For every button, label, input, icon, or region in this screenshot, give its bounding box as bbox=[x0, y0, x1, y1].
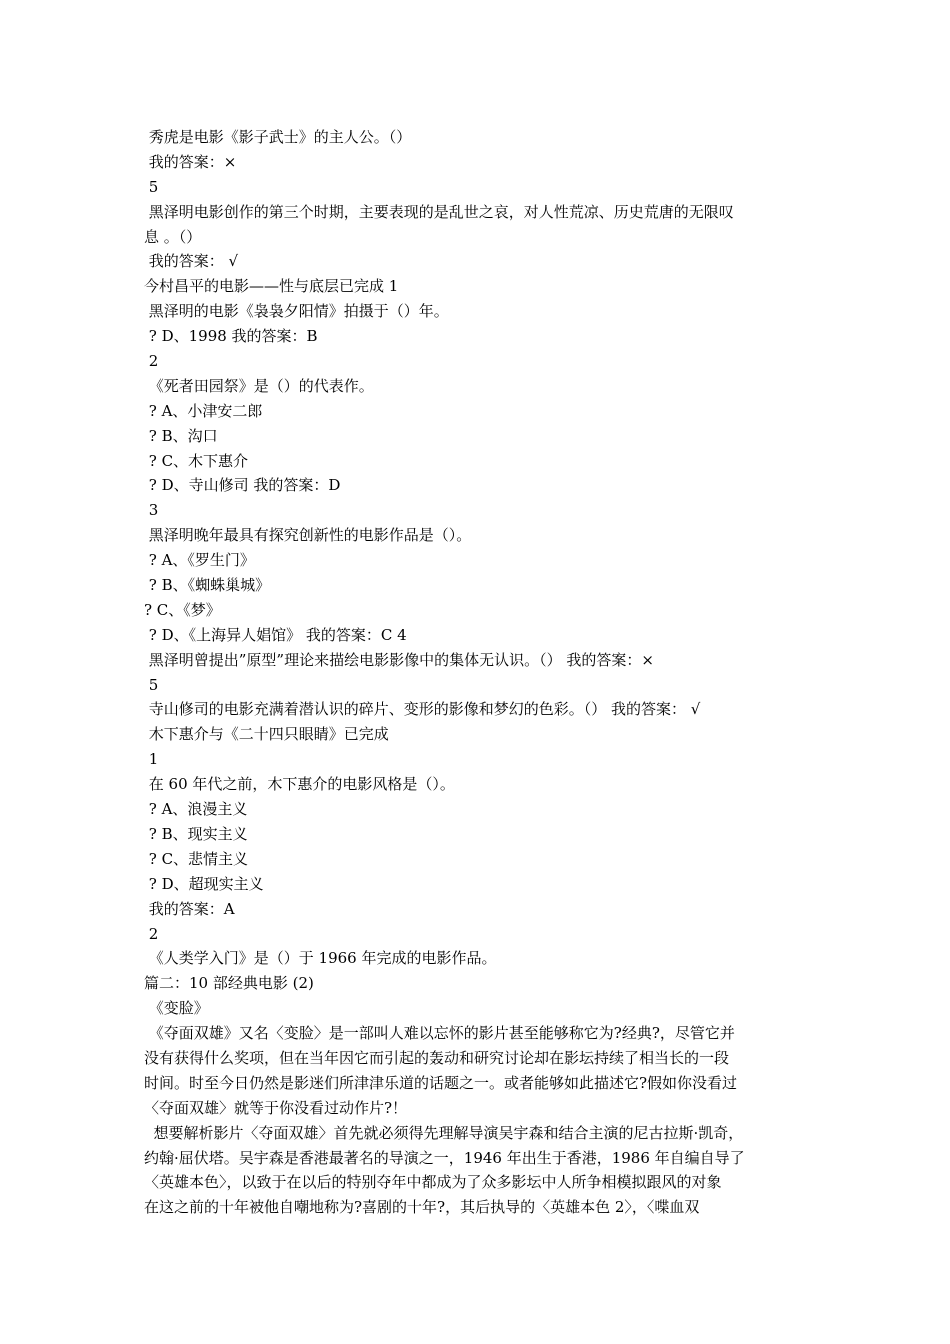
section-heading: 篇二：10 部经典电影 (2) bbox=[144, 974, 314, 993]
paragraph-line: 〈夺面双雄〉就等于你没看过动作片?！ bbox=[144, 1098, 408, 1117]
text-line: ? B、现实主义 bbox=[144, 824, 248, 843]
text-line: ? B、沟口 bbox=[144, 426, 218, 445]
text-line: 在 60 年代之前，木下惠介的电影风格是（）。 bbox=[144, 775, 455, 794]
paragraph-line: 时间。时至今日仍然是影迷们所津津乐道的话题之一。或者能够如此描述它?假如你没看过 bbox=[144, 1073, 738, 1092]
paragraph-line: 〈英雄本色〉，以致于在以后的特别夺年中都成为了众多影坛中人所争相模拟跟风的对象 bbox=[144, 1173, 722, 1192]
text-line: 秀虎是电影《影子武士》的主人公。（） bbox=[144, 128, 412, 146]
text-line: 《死者田园祭》是（）的代表作。 bbox=[144, 376, 374, 395]
text-line: ? D、寺山修司 我的答案：D bbox=[144, 476, 341, 495]
paragraph-line: 约翰·屈伏塔。吴宇森是香港最著名的导演之一，1946 年出生于香港，1986 年自编自导了 bbox=[144, 1148, 745, 1167]
text-line: ? A、小津安二郎 bbox=[144, 401, 263, 420]
text-line: ? C、《梦》 bbox=[144, 600, 221, 619]
text-line: ? D、1998 我的答案：B bbox=[144, 327, 318, 346]
text-line: 2 bbox=[144, 924, 159, 943]
text-line: 我的答案：A bbox=[144, 899, 235, 918]
text-line: ? C、木下惠介 bbox=[144, 451, 249, 470]
paragraph-line: 在这之前的十年被他自嘲地称为?喜剧的十年?，其后执导的〈英雄本色 2〉，〈喋血双 bbox=[144, 1198, 700, 1217]
section-heading: 今村昌平的电影——性与底层已完成 1 bbox=[144, 277, 399, 296]
text-line: 寺山修司的电影充满着潜认识的碎片、变形的影像和梦幻的色彩。（） 我的答案： √ bbox=[144, 700, 701, 719]
text-line: 息 。（） bbox=[144, 227, 202, 246]
paragraph-line: 《夺面双雄》又名〈变脸〉是一部叫人难以忘怀的影片甚至能够称它为?经典?，尽管它并 bbox=[144, 1024, 735, 1043]
text-line: 2 bbox=[144, 352, 159, 371]
text-line: 黑泽明电影创作的第三个时期，主要表现的是乱世之哀，对人性荒凉、历史荒唐的无限叹 bbox=[144, 202, 734, 221]
text-line: 黑泽明的电影《袅袅夕阳情》拍摄于（）年。 bbox=[144, 302, 449, 321]
paragraph-line: 没有获得什么奖项，但在当年因它而引起的轰动和研究讨论却在影坛持续了相当长的一段 bbox=[144, 1048, 730, 1067]
text-line: ? A、浪漫主义 bbox=[144, 800, 248, 819]
text-line: 我的答案： √ bbox=[144, 252, 239, 271]
text-line: ? B、《蜘蛛巢城》 bbox=[144, 576, 271, 595]
text-line: 3 bbox=[144, 501, 159, 520]
text-line: ? C、悲情主义 bbox=[144, 849, 249, 868]
text-line: ? D、超现实主义 bbox=[144, 874, 264, 893]
text-line: ? D、《上海异人娼馆》 我的答案：C 4 bbox=[144, 625, 407, 644]
document-body bbox=[144, 125, 819, 1220]
text-line: 5 bbox=[144, 675, 159, 694]
text-line: 黑泽明曾提出”原型”理论来描绘电影影像中的集体无认识。（） 我的答案：× bbox=[144, 650, 654, 669]
text-line: 1 bbox=[144, 750, 159, 769]
text-line: 5 bbox=[144, 177, 159, 196]
text-line: 《变脸》 bbox=[144, 999, 209, 1018]
text-line: ? A、《罗生门》 bbox=[144, 551, 255, 570]
text-line: 我的答案：× bbox=[144, 152, 237, 171]
section-heading: 木下惠介与《二十四只眼睛》已完成 bbox=[144, 725, 389, 744]
text-line: 《人类学入门》是（）于 1966 年完成的电影作品。 bbox=[144, 949, 497, 968]
text-line: 黑泽明晚年最具有探究创新性的电影作品是（）。 bbox=[144, 526, 472, 545]
paragraph-line: 想要解析影片〈夺面双雄〉首先就必须得先理解导演吴宇森和结合主演的尼古拉斯·凯奇， bbox=[144, 1123, 744, 1142]
